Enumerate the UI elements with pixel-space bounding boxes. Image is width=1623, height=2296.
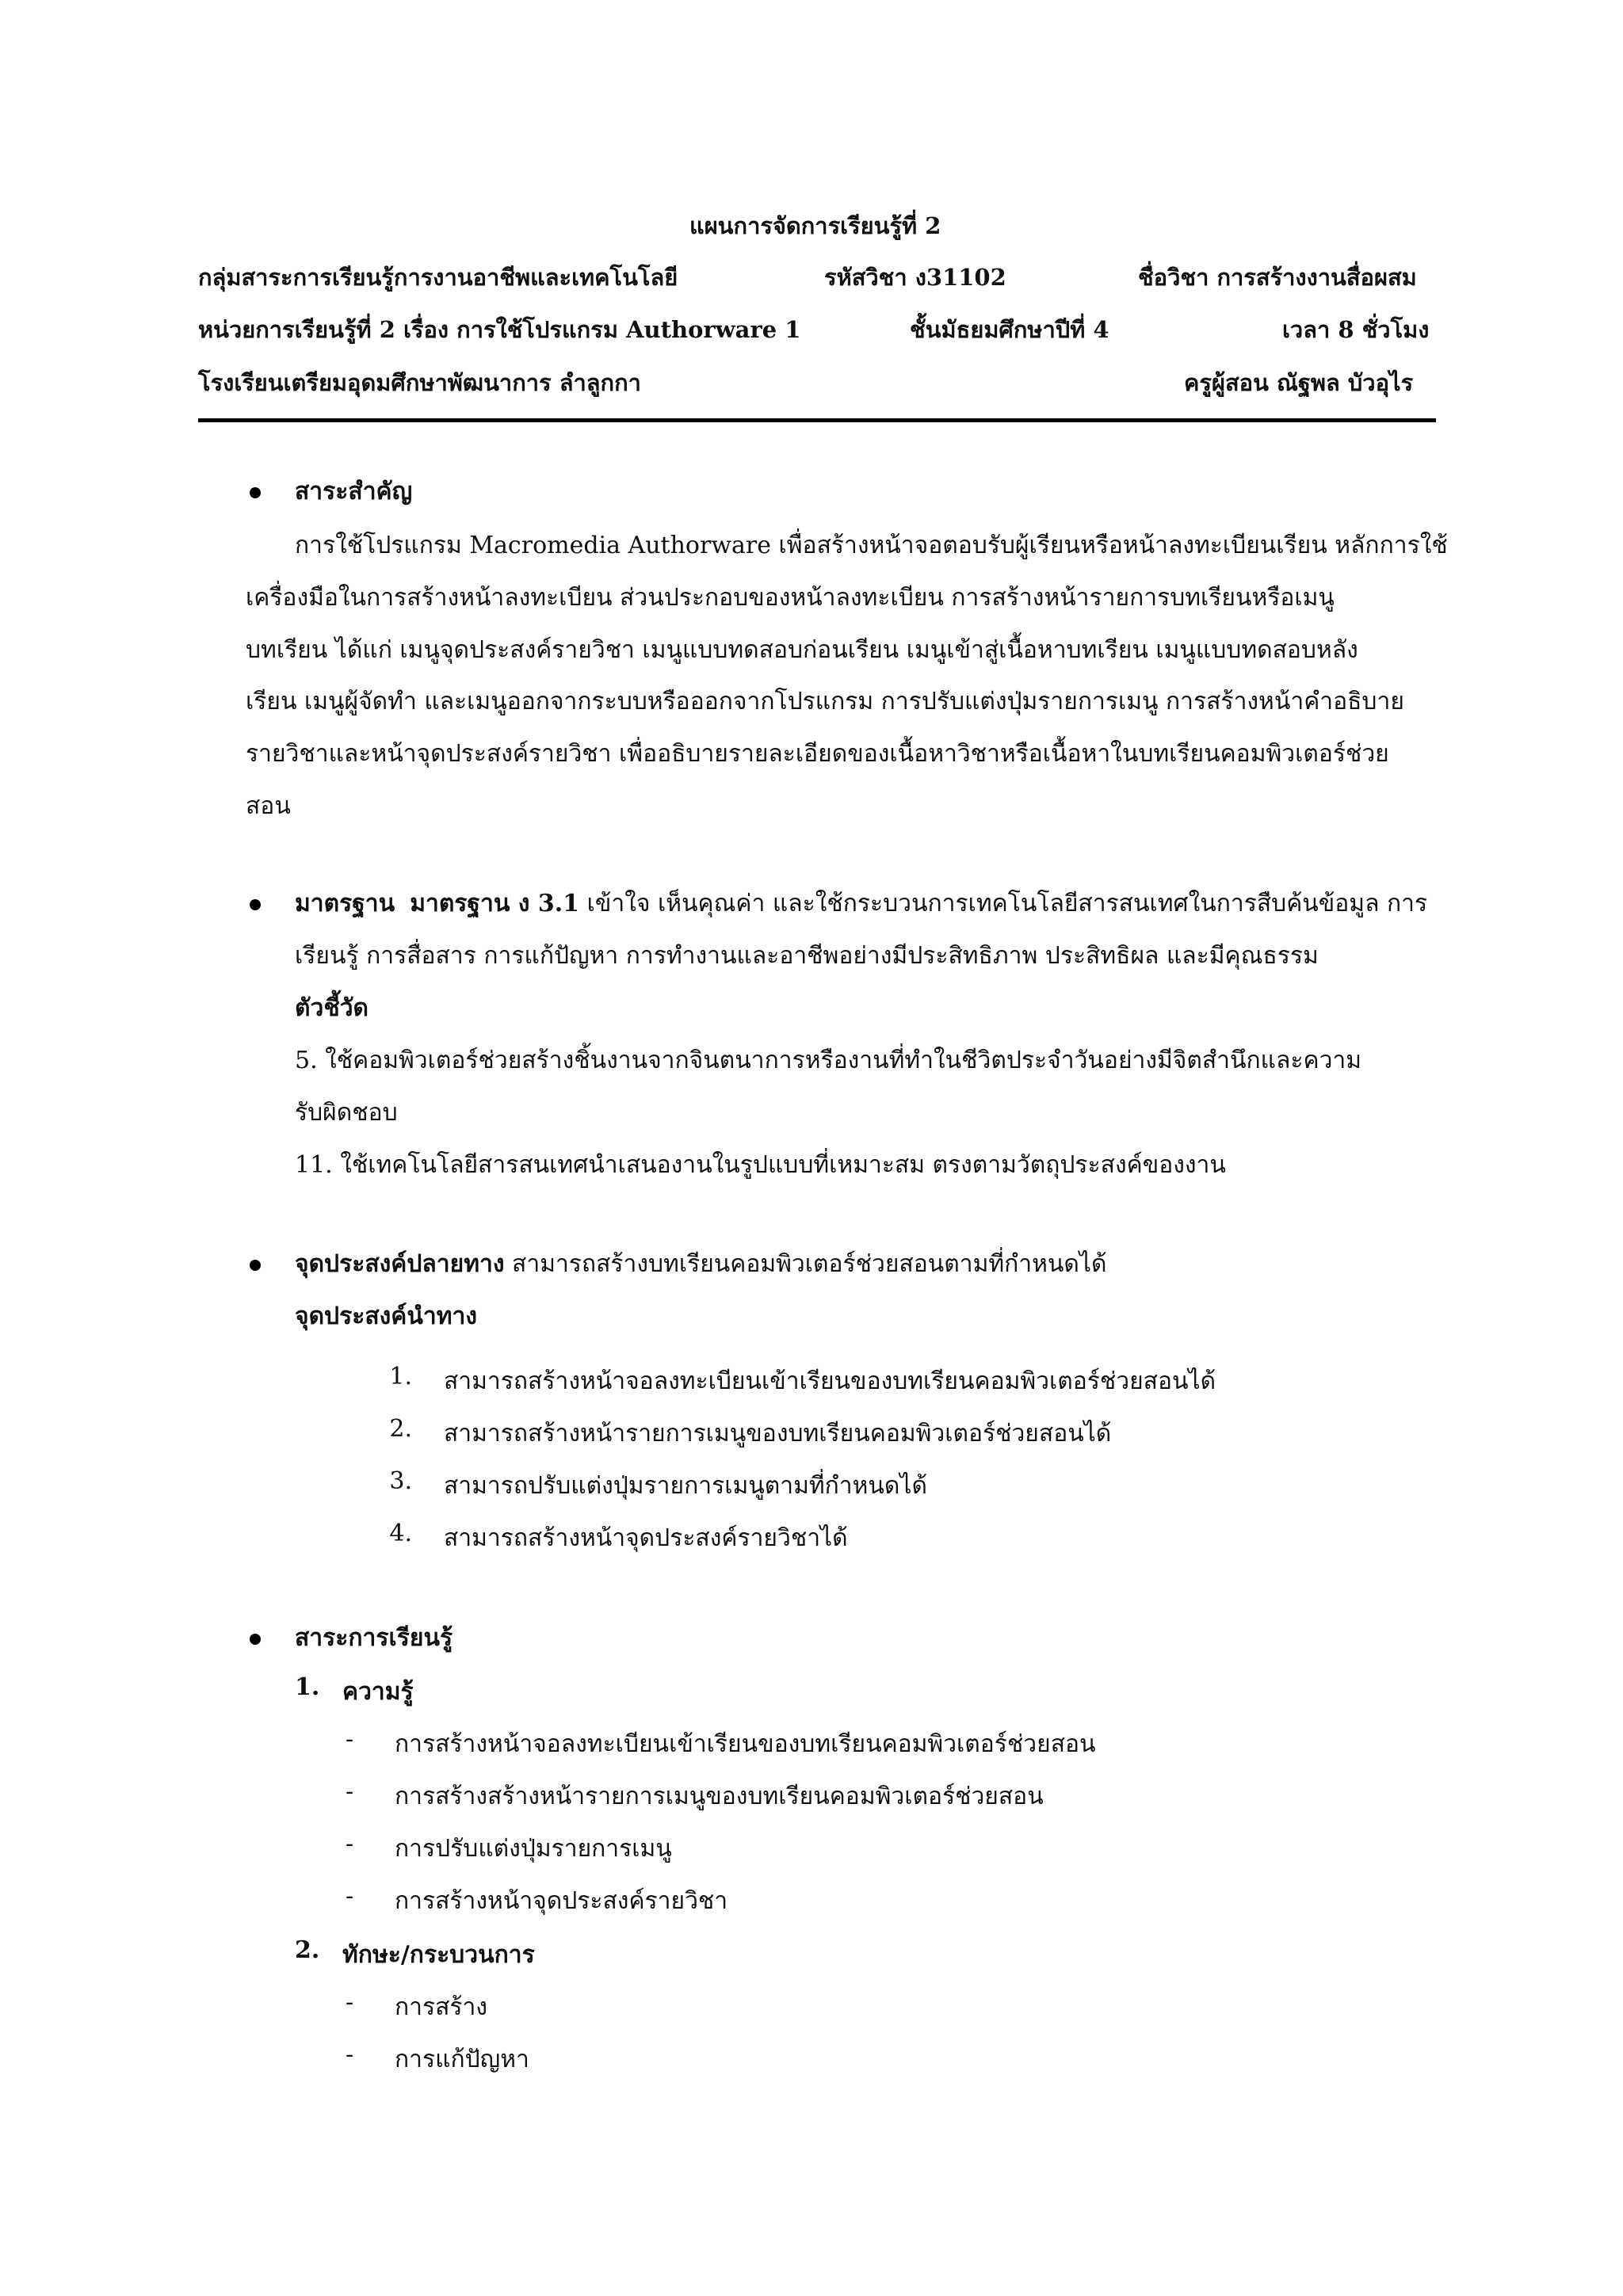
grade-level: ชั้นมัธยมศึกษาปีที่ 4 xyxy=(910,316,1109,343)
objective-text: สามารถสร้างหน้าจุดประสงค์รายวิชาได้ xyxy=(444,1524,848,1552)
list-dash: - xyxy=(346,1726,354,1753)
skills-heading: ทักษะ/กระบวนการ xyxy=(342,1941,535,1969)
skills-item: การสร้าง xyxy=(395,1993,488,2021)
course-code: รหัสวิชา ง31102 xyxy=(824,264,1006,291)
knowledge-heading: ความรู้ xyxy=(342,1678,414,1706)
bullet-icon xyxy=(250,1634,261,1645)
knowledge-item: การสร้างสร้างหน้ารายการเมนูของบทเรียนคอมพิวเตอร์ช่วยสอน xyxy=(395,1783,1044,1810)
indicator-heading: ตัวชี้วัด xyxy=(295,994,369,1022)
list-dash: - xyxy=(346,1882,354,1910)
essence-line: เรียน เมนูผู้จัดทำ และเมนูออกจากระบบหรือออกจากโปรแกรม การปรับแต่งปุ่มรายการเมนู การสร้างหน้าคำอธิบาย xyxy=(246,688,1404,715)
standard-line-2: เรียนรู้ การสื่อสาร การแก้ปัญหา การทำงานและอาชีพอย่างมีประสิทธิภาพ ประสิทธิผล และมีคุณธรรม xyxy=(295,942,1319,970)
knowledge-item: การสร้างหน้าจอลงทะเบียนเข้าเรียนของบทเรียนคอมพิวเตอร์ช่วยสอน xyxy=(395,1730,1096,1758)
objective-number: 1. xyxy=(389,1363,412,1390)
bullet-icon xyxy=(250,899,261,910)
time-hours: เวลา 8 ชั่วโมง xyxy=(1282,316,1430,343)
essence-line: รายวิชาและหน้าจุดประสงค์รายวิชา เพื่ออธิบายรายละเอียดของเนื้อหาวิชาหรือเนื้อหาในบทเรียนคอมพิวเตอร์ช่วย xyxy=(246,740,1389,768)
terminal-text: สามารถสร้างบทเรียนคอมพิวเตอร์ช่วยสอนตามที่กำหนดได้ xyxy=(512,1250,1107,1278)
objective-text: สามารถสร้างหน้าจอลงทะเบียนเข้าเรียนของบทเรียนคอมพิวเตอร์ช่วยสอนได้ xyxy=(444,1367,1216,1395)
subject-group: กลุ่มสาระการเรียนรู้การงานอาชีพและเทคโนโลยี xyxy=(198,264,678,291)
essence-line: บทเรียน ได้แก่ เมนูจุดประสงค์รายวิชา เมนูแบบทดสอบก่อนเรียน เมนูเข้าสู่เนื้อหาบทเรียน เมนูแบบทดสอบหลัง xyxy=(246,636,1358,664)
list-dash: - xyxy=(346,2041,354,2069)
objective-number: 2. xyxy=(389,1415,412,1443)
essence-line: เครื่องมือในการสร้างหน้าลงทะเบียน ส่วนประกอบของหน้าลงทะเบียน การสร้างหน้ารายการบทเรียนหรือเมนู xyxy=(246,584,1335,612)
objective-text: สามารถสร้างหน้ารายการเมนูของบทเรียนคอมพิวเตอร์ช่วยสอนได้ xyxy=(444,1420,1112,1447)
terminal-objective xyxy=(295,1245,1106,1283)
learning-unit: หน่วยการเรียนรู้ที่ 2 เรื่อง การใช้โปรแกรม Authorware 1 xyxy=(198,316,801,343)
standard-line-1 xyxy=(295,885,1427,922)
indicator-5-cont: รับผิดชอบ xyxy=(295,1099,398,1127)
essence-line: สอน xyxy=(246,792,291,820)
skills-number: 2. xyxy=(295,1936,320,1964)
enabling-heading: จุดประสงค์นำทาง xyxy=(295,1302,477,1330)
bullet-icon xyxy=(250,1260,261,1271)
standard-text: เข้าใจ เห็นคุณค่า และใช้กระบวนการเทคโนโลยีสารสนเทศในการสืบค้นข้อมูล การ xyxy=(586,890,1428,917)
knowledge-item: การสร้างหน้าจุดประสงค์รายวิชา xyxy=(395,1887,728,1915)
header-rule xyxy=(198,418,1436,422)
standard-label: มาตรฐาน ง 3.1 xyxy=(410,890,580,917)
indicator-11: 11. ใช้เทคโนโลยีสารสนเทศนำเสนองานในรูปแบบที่เหมาะสม ตรงตามวัตถุประสงค์ของงาน xyxy=(295,1151,1226,1179)
essence-heading: สาระสำคัญ xyxy=(295,478,413,505)
knowledge-number: 1. xyxy=(295,1673,320,1701)
course-name: ชื่อวิชา การสร้างงานสื่อผสม xyxy=(1138,264,1417,291)
objective-text: สามารถปรับแต่งปุ่มรายการเมนูตามที่กำหนดได้ xyxy=(444,1472,927,1500)
list-dash: - xyxy=(346,1830,354,1858)
list-dash: - xyxy=(346,1778,354,1806)
list-dash: - xyxy=(346,1989,354,2016)
content-heading: สาระการเรียนรู้ xyxy=(295,1624,453,1652)
terminal-heading: จุดประสงค์ปลายทาง xyxy=(295,1250,505,1278)
bullet-icon xyxy=(250,487,261,498)
plan-title: แผนการจัดการเรียนรู้ที่ 2 xyxy=(689,212,941,239)
school-name: โรงเรียนเตรียมอุดมศึกษาพัฒนาการ ลำลูกกา xyxy=(198,369,641,396)
skills-item: การแก้ปัญหา xyxy=(395,2046,529,2073)
objective-number: 3. xyxy=(389,1467,412,1495)
teacher-name: ครูผู้สอน ณัฐพล บัวอุไร xyxy=(1184,369,1414,396)
essence-line: การใช้โปรแกรม Macromedia Authorware เพื่อสร้างหน้าจอตอบรับผู้เรียนหรือหน้าลงทะเบียนเรียน หลักการใช้ xyxy=(295,532,1448,559)
knowledge-item: การปรับแต่งปุ่มรายการเมนู xyxy=(395,1835,672,1863)
standard-heading: มาตรฐาน xyxy=(295,890,395,917)
indicator-5: 5. ใช้คอมพิวเตอร์ช่วยสร้างชิ้นงานจากจินตนาการหรืองานที่ทำในชีวิตประจำวันอย่างมีจิตสำนึกและความ xyxy=(295,1047,1362,1074)
objective-number: 4. xyxy=(389,1520,412,1547)
